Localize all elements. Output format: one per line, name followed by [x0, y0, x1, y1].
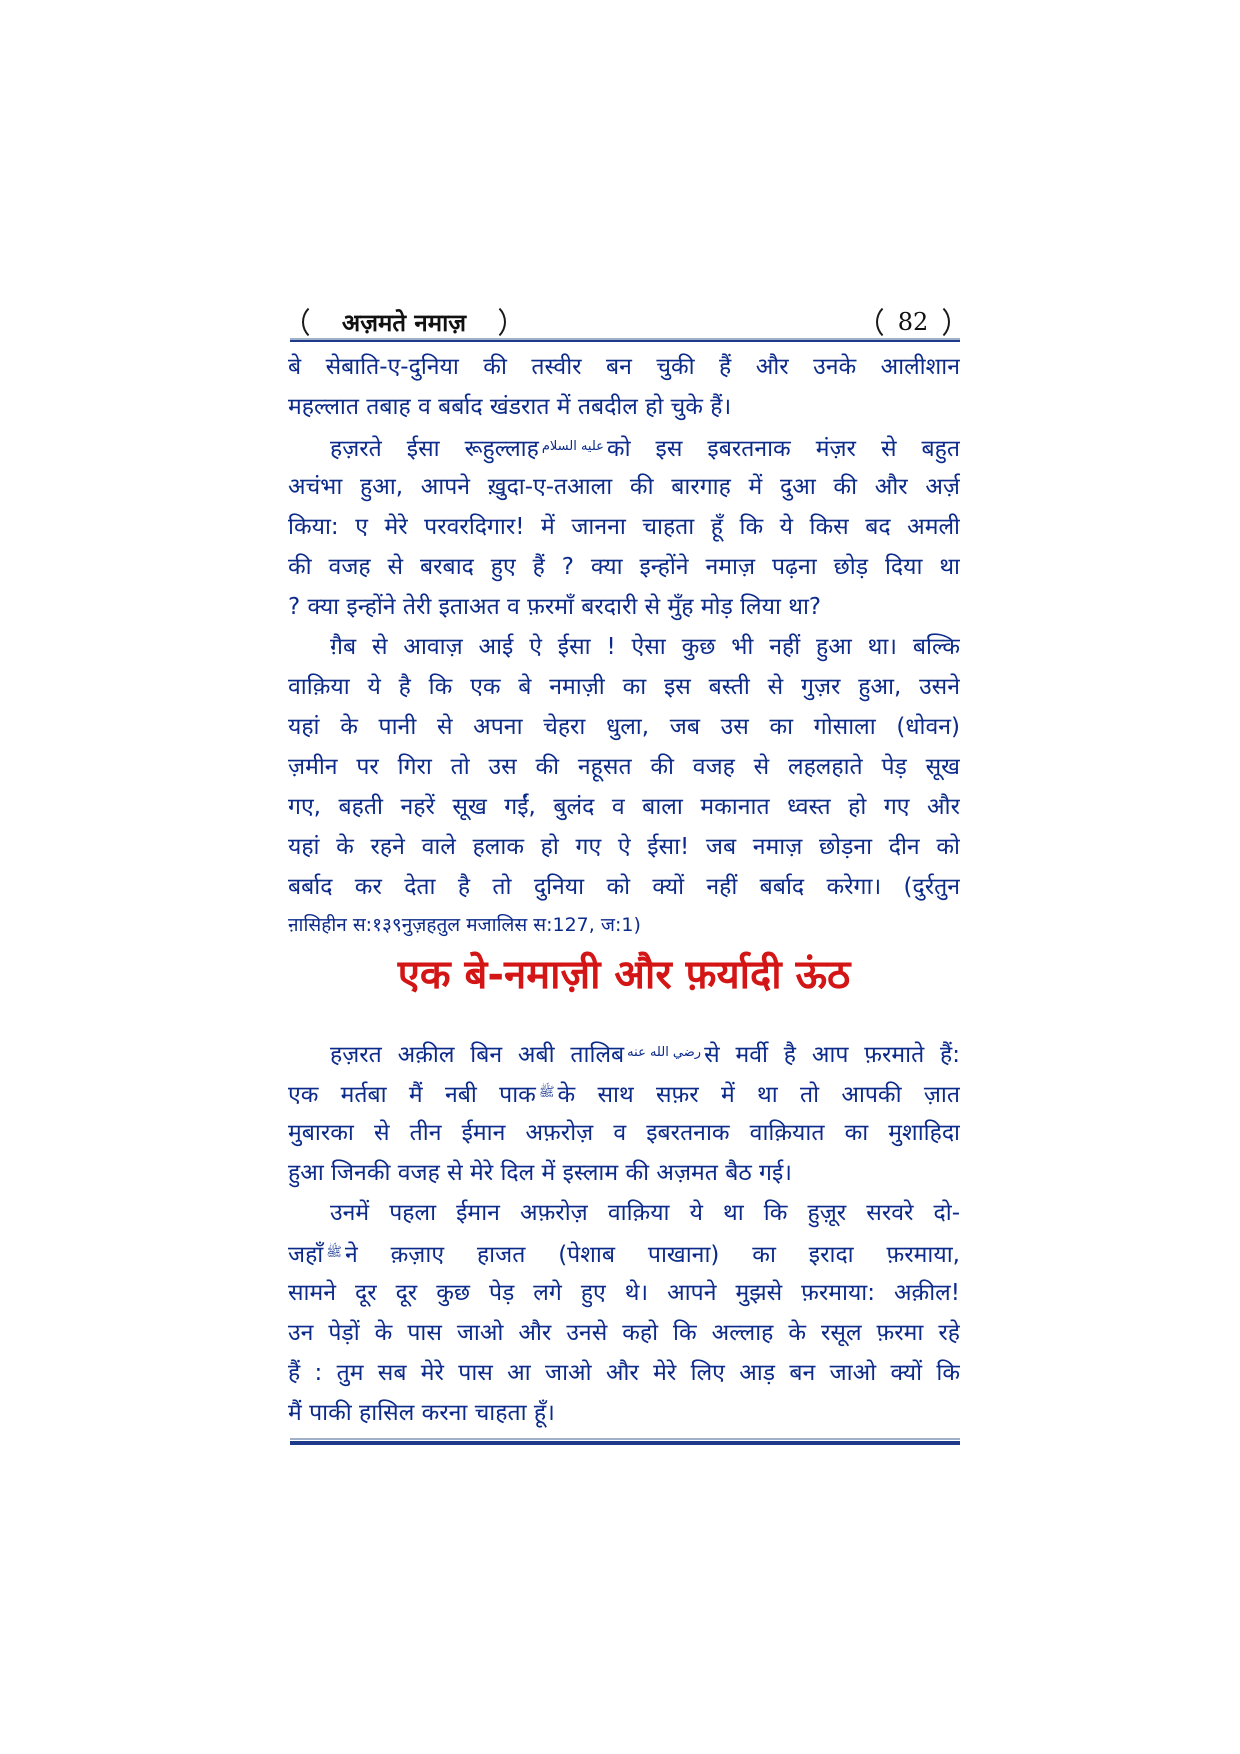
text-line: बर्बाद कर देता है तो दुनिया को क्यों नहीं बर्बाद करेगा। (दुर्रतुन [288, 874, 960, 900]
book-title: अज़मते नमाज़ [341, 308, 467, 337]
text-line: यहां के पानी से अपना चेहरा धुला, जब उस का गोसाला (धोवन) [288, 714, 960, 740]
honorific-sal-icon: ﷺ [538, 1085, 555, 1100]
text-line: की वजह से बरबाद हुए हैं ? क्या इन्होंने नमाज़ पढ़ना छोड़ दिया था [288, 554, 960, 580]
running-title [302, 302, 506, 342]
page-number: 82 [897, 308, 929, 336]
text-line: ग़ैब से आवाज़ आई ऐ ईसा ! ऐसा कुछ भी नहीं हुआ था। बल्कि [330, 634, 960, 660]
text-line: उन पेड़ों के पास जाओ और उनसे कहो कि अल्लाह के रसूल फ़रमा रहे [288, 1320, 960, 1346]
text-line: यहां के रहने वाले हलाक हो गए ऐ ईसा! जब नमाज़ छोड़ना दीन को [288, 834, 960, 860]
text-line: मैं पाकी हासिल करना चाहता हूँ। [288, 1400, 555, 1426]
text-line [288, 1233, 960, 1273]
text-line: बे सेबाति-ए-दुनिया की तस्वीर बन चुकी हैं और उनके आलीशान [288, 354, 960, 380]
text-line: ? क्या इन्होंने तेरी इताअत व फ़रमाँ बरदारी से मुँह मोड़ लिया था? [288, 594, 822, 620]
text-line: महल्लात तबाह व बर्बाद खंडरात में तबदील हो चुके हैं। [288, 394, 732, 420]
text-fragment: ने क़ज़ाए हाजत (पेशाब पाखाना) का इरादा फ़रमाया, [344, 1242, 960, 1268]
header-rule [290, 338, 960, 342]
text-fragment: जहाँ [288, 1242, 324, 1268]
text-line: किया: ए मेरे परवरदिगार! में जानना चाहता हूँ कि ये किस बद अमली [288, 514, 960, 540]
text-line: सामने दूर दूर कुछ पेड़ लगे हुए थे। आपने मुझसे फ़रमाया: अक़ील! [288, 1280, 960, 1306]
text-line: मुबारका से तीन ईमान अफ़रोज़ व इबरतनाक वाक़ियात का मुशाहिदा [288, 1120, 960, 1146]
text-line: वाक़िया ये है कि एक बे नमाज़ी का इस बस्ती से गुज़र हुआ, उसने [288, 674, 960, 700]
text-fragment: हज़रत अक़ील बिन अबी तालिब [330, 1042, 625, 1068]
honorific-sal-icon: ﷺ [326, 1245, 342, 1260]
text-fragment: हज़रते ईसा रूहुल्लाह [330, 436, 539, 462]
honorific-as-icon: عليه السلام [541, 439, 604, 454]
text-line [330, 427, 960, 467]
text-fragment: को इस इबरतनाक मंज़र से बहुत [606, 436, 960, 462]
text-line: हैं : तुम सब मेरे पास आ जाओ और मेरे लिए आड़ बन जाओ क्यों कि [288, 1360, 960, 1386]
page-number-badge [876, 302, 950, 342]
text-fragment: के साथ सफ़र में था तो आपकी ज़ात [557, 1082, 960, 1108]
text-line [330, 1033, 960, 1073]
text-line: गए, बहती नहरें सूख गईं, बुलंद व बाला मकानात ध्वस्त हो गए और [288, 794, 960, 820]
text-line: अचंभा हुआ, आपने ख़ुदा-ए-तआला की बारगाह में दुआ की और अर्ज़ [288, 474, 960, 500]
text-line: उनमें पहला ईमान अफ़रोज़ वाक़िया ये था कि हुज़ूर सरवरे दो- [330, 1200, 960, 1226]
text-line: हुआ जिनकी वजह से मेरे दिल में इस्लाम की अज़मत बैठ गई। [288, 1160, 792, 1186]
footer-rule [290, 1438, 960, 1445]
text-fragment: एक मर्तबा मैं नबी पाक [288, 1082, 536, 1108]
text-line: ज़मीन पर गिरा तो उस की नहूसत की वजह से लहलहाते पेड़ सूख [288, 754, 960, 780]
citation-line: ऩासिहीन स:१३९नुज़हतुल मजालिस स:127, ज:1) [288, 914, 641, 936]
honorific-ra-icon: رضي الله عنه [627, 1045, 702, 1060]
section-heading: एक बे-नमाज़ी और फ़र्यादी ऊंठ [397, 952, 851, 998]
text-line [288, 1073, 960, 1113]
text-fragment: से मर्वी है आप फ़रमाते हैं: [704, 1042, 960, 1068]
